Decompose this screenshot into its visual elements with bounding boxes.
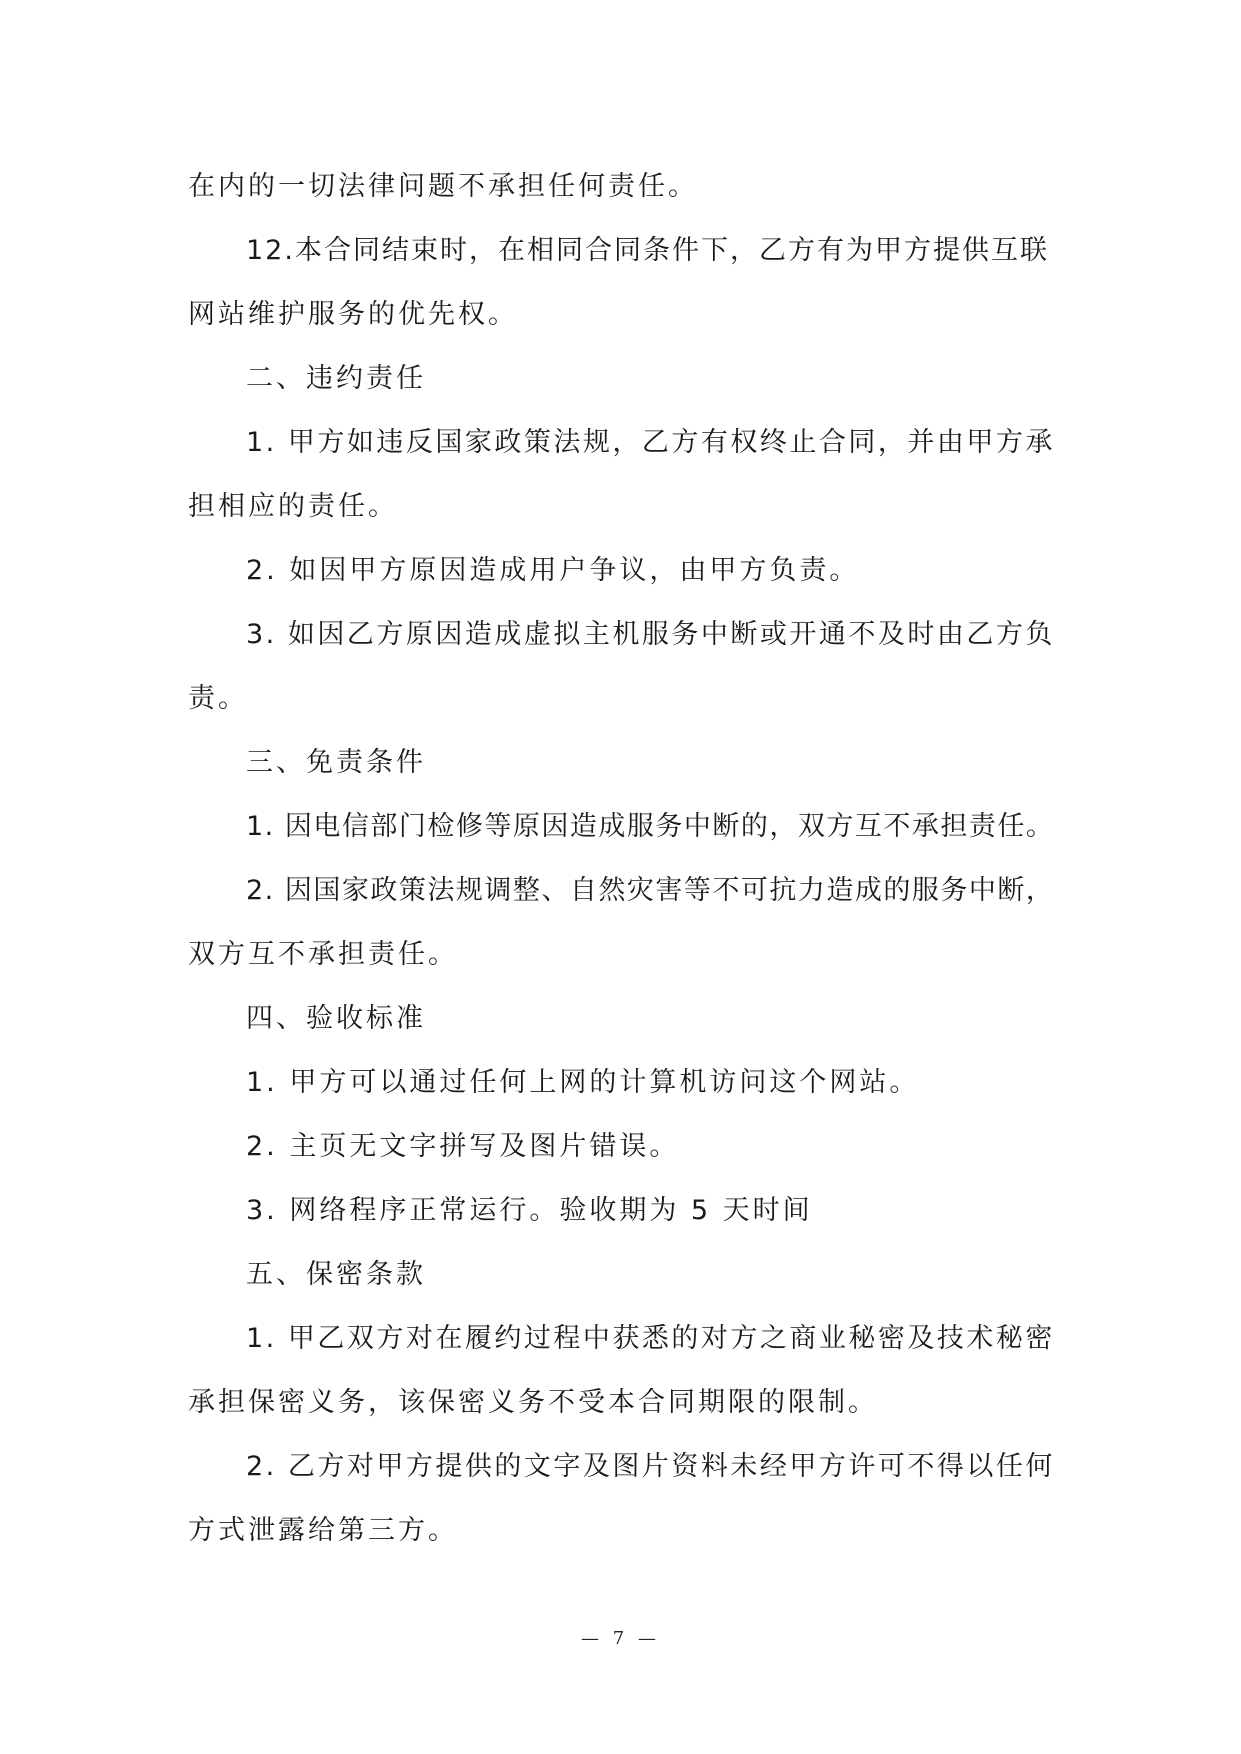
text-line: 1. 甲方可以通过任何上网的计算机访问这个网站。	[246, 1067, 920, 1098]
text-line: 担相应的责任。	[188, 491, 398, 522]
text-line: 在内的一切法律问题不承担任何责任。	[188, 171, 698, 202]
text-line: 双方互不承担责任。	[188, 939, 458, 970]
section-heading: 二、违约责任	[246, 363, 426, 394]
text-line: 3. 如因乙方原因造成虚拟主机服务中断或开通不及时由乙方负	[246, 619, 1055, 650]
page-number: — 7 —	[581, 1628, 660, 1649]
text-line: 责。	[188, 683, 248, 714]
text-line: 3. 网络程序正常运行。验收期为 5 天时间	[246, 1195, 813, 1226]
document-body	[188, 155, 1060, 1563]
text-line: 网站维护服务的优先权。	[188, 299, 518, 330]
section-heading: 四、验收标准	[246, 1003, 426, 1034]
text-line: 承担保密义务，该保密义务不受本合同期限的限制。	[188, 1387, 878, 1418]
section-heading: 三、免责条件	[246, 747, 426, 778]
text-line: 2. 乙方对甲方提供的文字及图片资料未经甲方许可不得以任何	[246, 1451, 1055, 1482]
text-line: 2. 因国家政策法规调整、自然灾害等不可抗力造成的服务中断，	[246, 875, 1055, 906]
text-line: 2. 如因甲方原因造成用户争议，由甲方负责。	[246, 555, 860, 586]
text-line: 1. 甲方如违反国家政策法规，乙方有权终止合同，并由甲方承	[246, 427, 1055, 458]
text-line: 1. 甲乙双方对在履约过程中获悉的对方之商业秘密及技术秘密	[246, 1323, 1055, 1354]
text-line: 1. 因电信部门检修等原因造成服务中断的，双方互不承担责任。	[246, 811, 1055, 842]
text-line: 方式泄露给第三方。	[188, 1515, 458, 1546]
section-heading: 五、保密条款	[246, 1259, 426, 1290]
text-line: 2. 主页无文字拼写及图片错误。	[246, 1131, 680, 1162]
text-line: 12.本合同结束时，在相同合同条件下，乙方有为甲方提供互联	[246, 235, 1049, 266]
